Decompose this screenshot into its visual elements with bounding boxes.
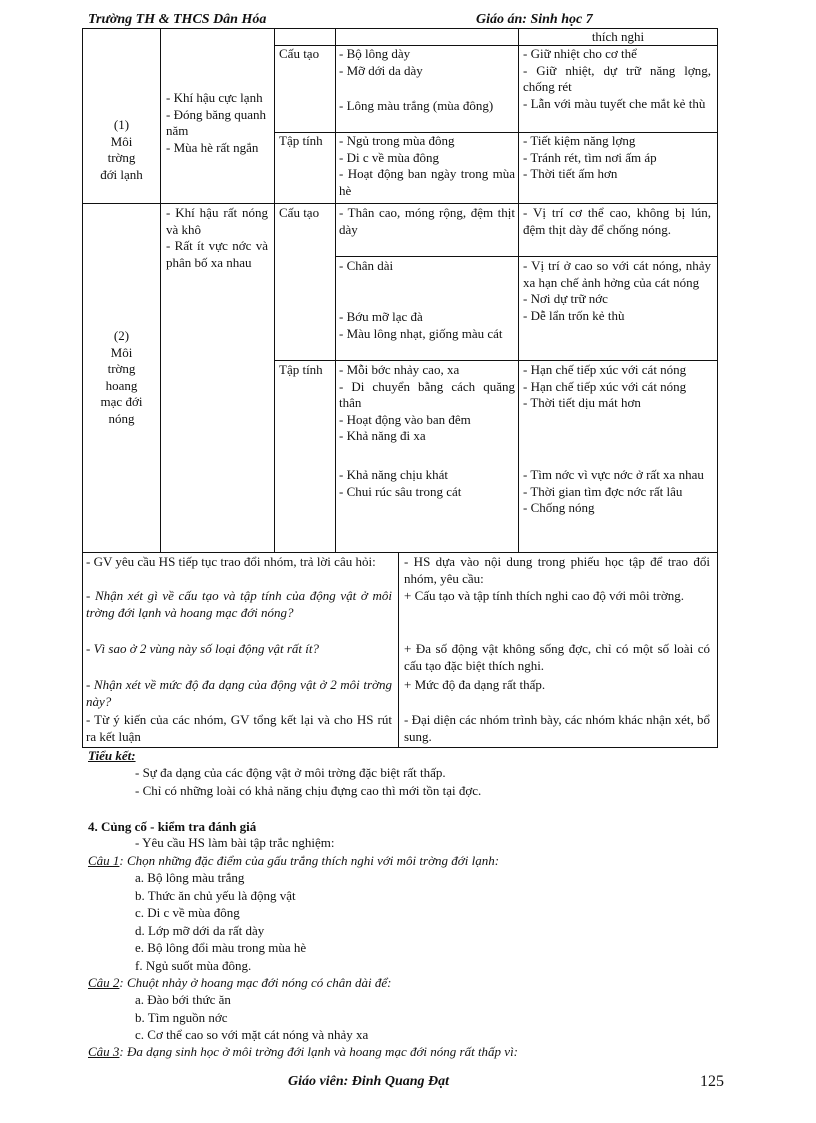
q1-option-f: f. Ngủ suốt mùa đông. [135, 958, 252, 973]
summary-title: Tiểu kết: [88, 748, 136, 763]
student-activity-2: - Đại diện các nhóm trình bày, các nhóm khác nhận xét, bổ sung. [404, 712, 710, 744]
teacher-activity-1: - GV yêu cầu HS tiếp tục trao đổi nhóm, trả lời câu hỏi: [86, 554, 376, 569]
hot-behavior-meaning-b: - Tìm nớc vì vực nớc ở rất xa nhau - Thời gian tìm đợc nớc rất lâu - Chống nóng [523, 467, 704, 515]
env-cold-label: (1) Môi trờng đới lạnh [100, 117, 143, 182]
page-number: 125 [700, 1073, 724, 1090]
hot-structure-traits-1: - Thân cao, móng rộng, đệm thịt dày [339, 205, 515, 237]
cold-behavior-meaning: - Tiết kiệm năng lợng - Tránh rét, tìm nơi ấm áp - Thời tiết ấm hơn [523, 133, 657, 181]
q2-option-b: b. Tìm nguồn nớc [135, 1010, 228, 1025]
footer-teacher: Giáo viên: Đinh Quang Đạt [288, 1074, 450, 1089]
question-3: Câu 3: Đa dạng sinh học ở môi trờng đới lạnh và hoang mạc đới nóng rất thấp vì: [88, 1044, 519, 1059]
summary-line-2: - Chỉ có những loài có khả năng chịu đựng cao thì mới tồn tại đợc. [135, 783, 482, 798]
hot-behavior-traits-b: - Khả năng chịu khát - Chui rúc sâu trong cát [339, 467, 462, 499]
cold-structure-label: Cấu tạo [279, 46, 320, 61]
hot-structure-meaning-1: - Vị trí cơ thể cao, không bị lún, đệm thịt dày để chống nóng. [523, 205, 711, 237]
header-subject: Giáo án: Sinh học 7 [476, 12, 593, 27]
question-1: Câu 1: Chọn những đặc điểm của gấu trắng thích nghi với môi trờng đới lạnh: [88, 853, 500, 868]
env-cold-climate: - Khí hậu cực lạnh - Đóng băng quanh năm - Mùa hè rất ngắn [166, 90, 267, 155]
header-school: Trường TH & THCS Dân Hóa [88, 12, 267, 27]
student-activity-1: - HS dựa vào nội dung trong phiếu học tập để trao đổi nhóm, yêu cầu: [404, 554, 710, 586]
cold-structure-traits: - Bộ lông dày - Mỡ dới da dày [339, 46, 423, 78]
hot-behavior-meaning: - Hạn chế tiếp xúc với cát nóng - Hạn chế tiếp xúc với cát nóng - Thời tiết dịu mát hơn [523, 362, 687, 410]
q1-option-b: b. Thức ăn chủ yếu là động vật [135, 888, 296, 903]
q1-option-c: c. Di c về mùa đông [135, 905, 240, 920]
section-4-intro: - Yêu cầu HS làm bài tập trắc nghiệm: [135, 835, 335, 850]
hot-behavior-label: Tập tính [279, 362, 323, 377]
env-hot-label: (2) Môi trờng hoang mạc đới nóng [100, 328, 143, 426]
hot-structure-meaning-2: - Vị trí ở cao so với cát nóng, nhảy xa hạn chế ảnh hởng của cát nóng - Nơi dự trữ nớc - Dễ lẩn trốn kẻ thù [523, 258, 711, 323]
cold-behavior-traits: - Ngủ trong mùa đông - Di c về mùa đông - Hoạt động ban ngày trong mùa hè [339, 133, 515, 198]
student-answer-1: + Cấu tạo và tập tính thích nghi cao độ với môi trờng. [404, 588, 684, 603]
teacher-question-1: - Nhận xét gì về cấu tạo và tập tính của động vật ở môi trờng đới lạnh và hoang mạc đới nóng? [86, 588, 392, 620]
env-hot-climate: - Khí hậu rất nóng và khô - Rất ít vực nớc và phân bố xa nhau [166, 205, 268, 270]
hot-behavior-traits: - Mỗi bớc nhảy cao, xa - Di chuyển bằng cách quăng thân - Hoạt động vào ban đêm - Khả năng đi xa [339, 362, 515, 443]
hot-structure-label: Cấu tạo [279, 205, 320, 220]
q2-option-c: c. Cơ thể cao so với mặt cát nóng và nhảy xa [135, 1027, 369, 1042]
teacher-activity-2: - Từ ý kiến của các nhóm, GV tổng kết lại và cho HS rút ra kết luận [86, 712, 392, 744]
cold-structure-traits-b: - Lông màu trắng (mùa đông) [339, 98, 494, 113]
section-4-title: 4. Củng cố - kiểm tra đánh giá [88, 819, 257, 834]
q2-option-a: a. Đào bới thức ăn [135, 992, 231, 1007]
student-answer-2: + Đa số động vật không sống đợc, chỉ có một số loài có cấu tạo đặc biệt thích nghi. [404, 641, 710, 673]
teacher-question-2: - Vì sao ở 2 vùng này số loại động vật rất ít? [86, 641, 319, 656]
hot-structure-traits-3: - Bớu mỡ lạc đà - Màu lông nhạt, giống màu cát [339, 309, 503, 341]
student-answer-3: + Mức độ đa dạng rất thấp. [404, 677, 546, 692]
q1-option-a: a. Bộ lông màu trắng [135, 870, 245, 885]
summary-line-1: - Sự đa dạng của các động vật ở môi trờng đặc biệt rất thấp. [135, 765, 446, 780]
hot-structure-traits-2: - Chân dài [339, 258, 394, 273]
table-continued-text: thích nghi [591, 29, 645, 44]
teacher-question-3: - Nhận xét về mức độ đa dạng của động vật ở 2 môi trờng này? [86, 677, 392, 709]
cold-behavior-label: Tập tính [279, 133, 323, 148]
q1-option-d: d. Lớp mỡ dới da rất dày [135, 923, 265, 938]
q1-option-e: e. Bộ lông đổi màu trong mùa hè [135, 940, 307, 955]
cold-structure-meaning: - Giữ nhiệt cho cơ thể - Giữ nhiệt, dự trữ năng lợng, chống rét - Lẫn với màu tuyết che mắt kẻ thù [523, 46, 711, 111]
question-2: Câu 2: Chuột nhảy ở hoang mạc đới nóng có chân dài để: [88, 975, 392, 990]
